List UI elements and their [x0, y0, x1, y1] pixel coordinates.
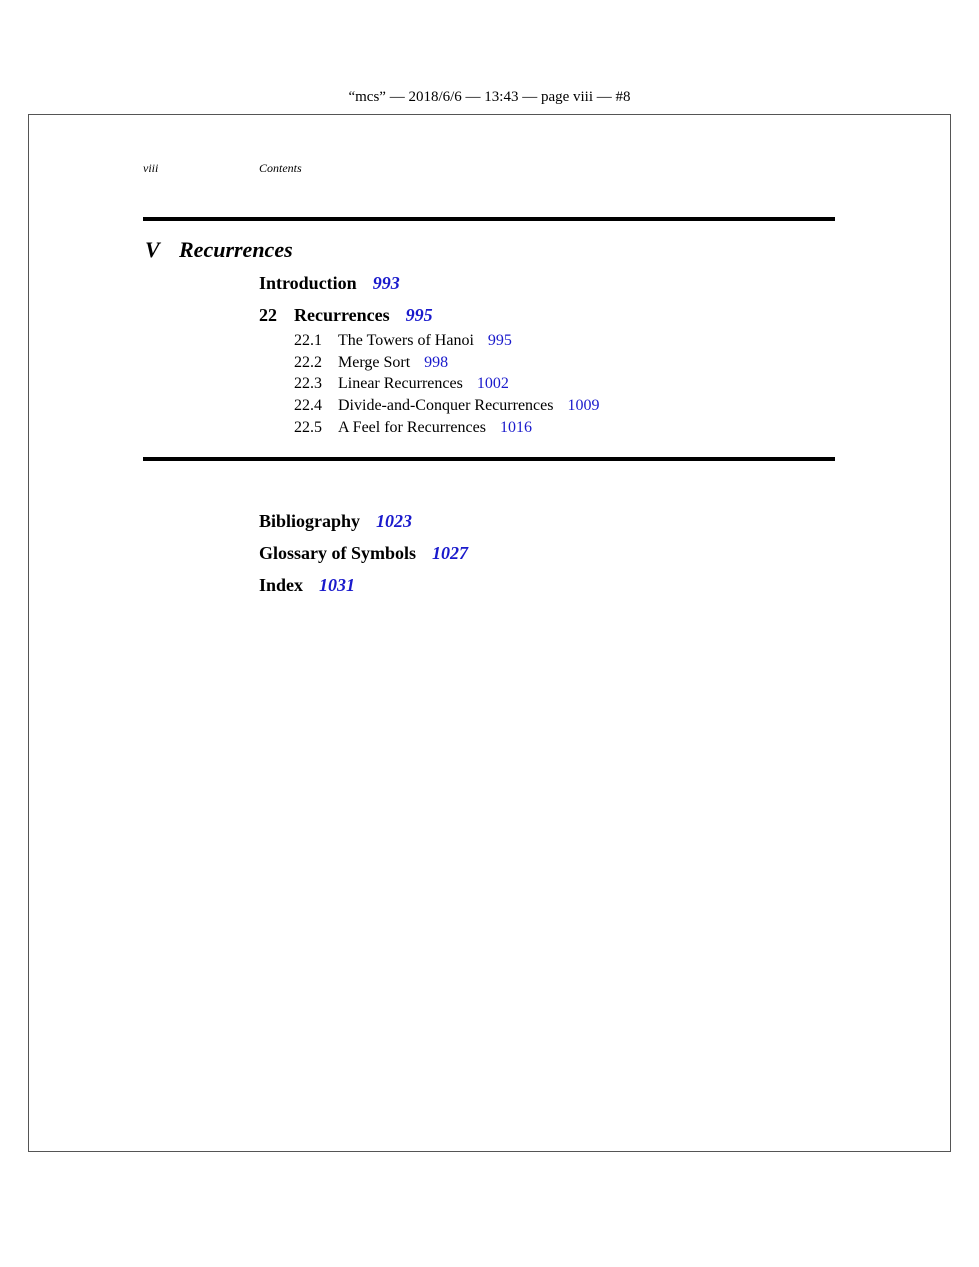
toc-entry-index[interactable] [259, 574, 355, 596]
toc-entry-glossary[interactable] [259, 542, 468, 564]
toc-entry-introduction[interactable] [259, 272, 400, 294]
chapter-number: 22 [259, 305, 277, 325]
toc-section-22-4[interactable] [294, 396, 599, 416]
section-page-link[interactable]: 1016 [499, 419, 532, 436]
section-number: 22.4 [294, 397, 322, 414]
toc-section-22-2[interactable] [294, 353, 448, 373]
section-title: Merge Sort [338, 354, 411, 371]
section-number: 22.2 [294, 354, 322, 371]
part-title: Recurrences [179, 237, 293, 262]
toc-entry-bibliography[interactable] [259, 510, 412, 532]
section-page-link[interactable]: 998 [424, 354, 449, 371]
section-page-link[interactable]: 1009 [567, 397, 600, 414]
part-number: V [145, 237, 160, 262]
section-page-link[interactable]: 1002 [476, 375, 509, 392]
section-page-link[interactable]: 995 [487, 332, 512, 349]
page-frame [28, 114, 951, 1152]
introduction-label: Introduction [259, 273, 357, 293]
section-number: 22.3 [294, 375, 322, 392]
toc-entry-chapter-22[interactable] [259, 304, 433, 326]
part-top-rule [143, 217, 835, 221]
back-matter-label: Glossary of Symbols [259, 543, 417, 563]
back-matter-label: Index [259, 575, 304, 595]
document-header-line: “mcs” — 2018/6/6 — 13:43 — page viii — #8 [348, 89, 631, 105]
toc-section-22-1[interactable] [294, 331, 512, 351]
back-matter-page-link[interactable]: 1027 [432, 543, 469, 563]
back-matter-page-link[interactable]: 1023 [376, 511, 413, 531]
section-title: A Feel for Recurrences [338, 419, 486, 436]
chapter-page-link[interactable]: 995 [405, 305, 433, 325]
toc-section-22-3[interactable] [294, 374, 509, 394]
toc-section-22-5[interactable] [294, 418, 532, 438]
section-title: Linear Recurrences [338, 375, 463, 392]
section-number: 22.5 [294, 419, 322, 436]
part-bottom-rule [143, 457, 835, 461]
section-title: The Towers of Hanoi [338, 332, 474, 349]
part-heading [145, 236, 293, 264]
running-head-title: Contents [259, 161, 302, 175]
introduction-page-link[interactable]: 993 [372, 273, 400, 293]
section-number: 22.1 [294, 332, 322, 349]
back-matter-label: Bibliography [259, 511, 361, 531]
running-head-folio: viii [143, 161, 159, 175]
chapter-title: Recurrences [294, 305, 390, 325]
section-title: Divide-and-Conquer Recurrences [338, 397, 554, 414]
back-matter-page-link[interactable]: 1031 [319, 575, 356, 595]
